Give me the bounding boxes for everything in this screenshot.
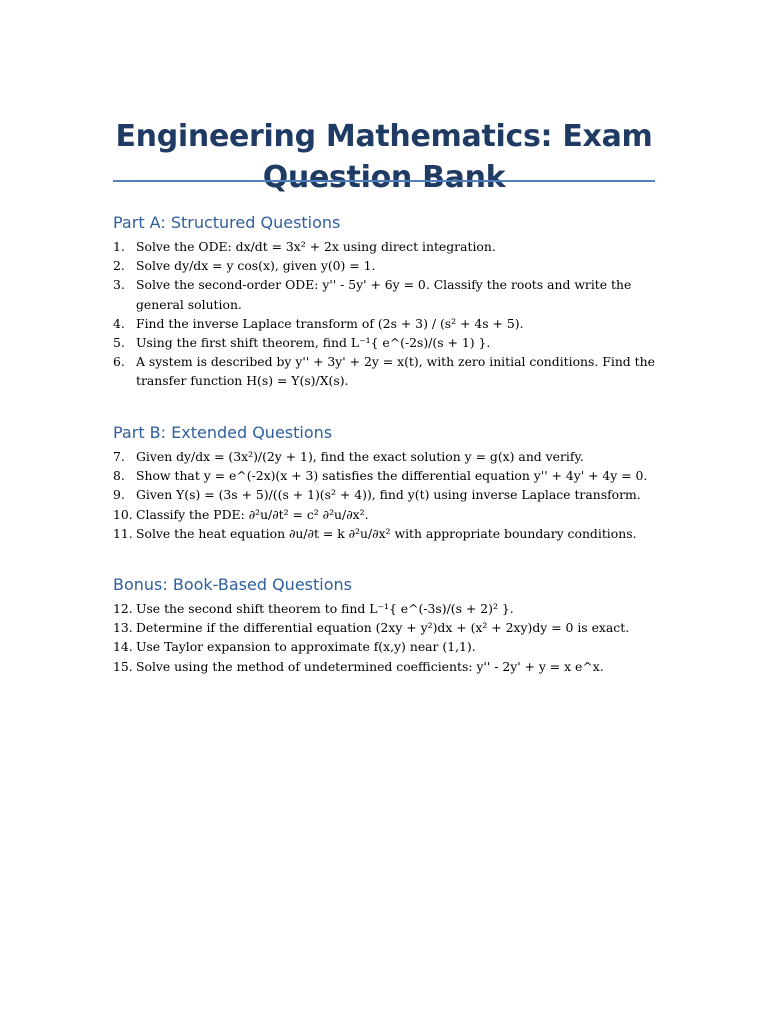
question-list [113,237,655,391]
question-text: Classify the PDE: ∂²u/∂t² = c² ∂²u/∂x². [136,506,369,522]
question-item [113,333,655,352]
question-item [113,466,655,485]
question-number: 3. [113,277,125,293]
section-heading: Part B: Extended Questions [113,423,333,442]
question-item [113,256,655,275]
question-text: Show that y = e^(-2x)(x + 3) satisfies the differential equation y'' + 4y' + 4y = 0. [136,468,648,484]
question-text: Using the first shift theorem, find L⁻¹{ e^(-2s)/(s + 1) }. [136,335,491,351]
question-item [113,524,655,543]
question-text: Solve using the method of undetermined coefficients: y'' - 2y' + y = x e^x. [136,658,604,674]
question-number: 7. [113,449,125,464]
section-heading: Bonus: Book-Based Questions [113,575,352,594]
question-number: 9. [113,487,125,503]
question-item [113,618,655,637]
question-text: Determine if the differential equation (2xy + y²)dx + (x² + 2xy)dy = 0 is exact. [136,620,630,636]
question-item [113,637,655,656]
question-text: Use the second shift theorem to find L⁻¹{ e^(-3s)/(s + 2)² }. [136,601,514,616]
question-text: Solve dy/dx = y cos(x), given y(0) = 1. [136,258,376,274]
question-number: 5. [113,335,125,351]
question-item [113,447,655,466]
question-list [113,447,655,543]
section-heading: Part A: Structured Questions [113,213,341,232]
section-part-b [113,422,655,543]
question-number: 4. [113,315,125,331]
question-number: 15. [113,658,133,674]
question-number: 10. [113,506,133,522]
question-item [113,657,655,676]
question-text: Given Y(s) = (3s + 5)/((s + 1)(s² + 4)), find y(t) using inverse Laplace transform. [136,487,641,503]
question-item [113,314,655,333]
question-number: 8. [113,468,125,484]
question-number: 13. [113,620,133,636]
question-item [113,275,655,313]
question-item [113,599,655,618]
document-title: Engineering Mathematics: Exam Question Bank [115,119,653,196]
question-text: Solve the second-order ODE: y'' - 5y' + 6y = 0. Classify the roots and write the general solution. [136,277,632,312]
question-item [113,505,655,524]
section-part-a [113,212,655,391]
question-text: Use Taylor expansion to approximate f(x,y) near (1,1). [136,639,476,655]
question-number: 1. [113,239,125,254]
question-text: Solve the heat equation ∂u/∂t = k ∂²u/∂x² with appropriate boundary conditions. [136,525,637,541]
question-text: Solve the ODE: dx/dt = 3x² + 2x using direct integration. [136,239,496,254]
question-text: Find the inverse Laplace transform of (2s + 3) / (s² + 4s + 5). [136,315,524,331]
question-item [113,237,655,256]
question-number: 14. [113,639,133,655]
question-item [113,485,655,504]
question-text: Given dy/dx = (3x²)/(2y + 1), find the exact solution y = g(x) and verify. [136,449,584,464]
question-item [113,352,655,390]
question-number: 12. [113,601,133,616]
question-list [113,599,655,676]
question-number: 6. [113,354,125,370]
question-text: A system is described by y'' + 3y' + 2y = x(t), with zero initial conditions. Find the transfer function H(s) = Y(s)/X(s). [136,354,655,389]
title-divider [113,180,655,182]
question-number: 11. [113,525,133,541]
section-bonus [113,574,655,676]
question-number: 2. [113,258,125,274]
